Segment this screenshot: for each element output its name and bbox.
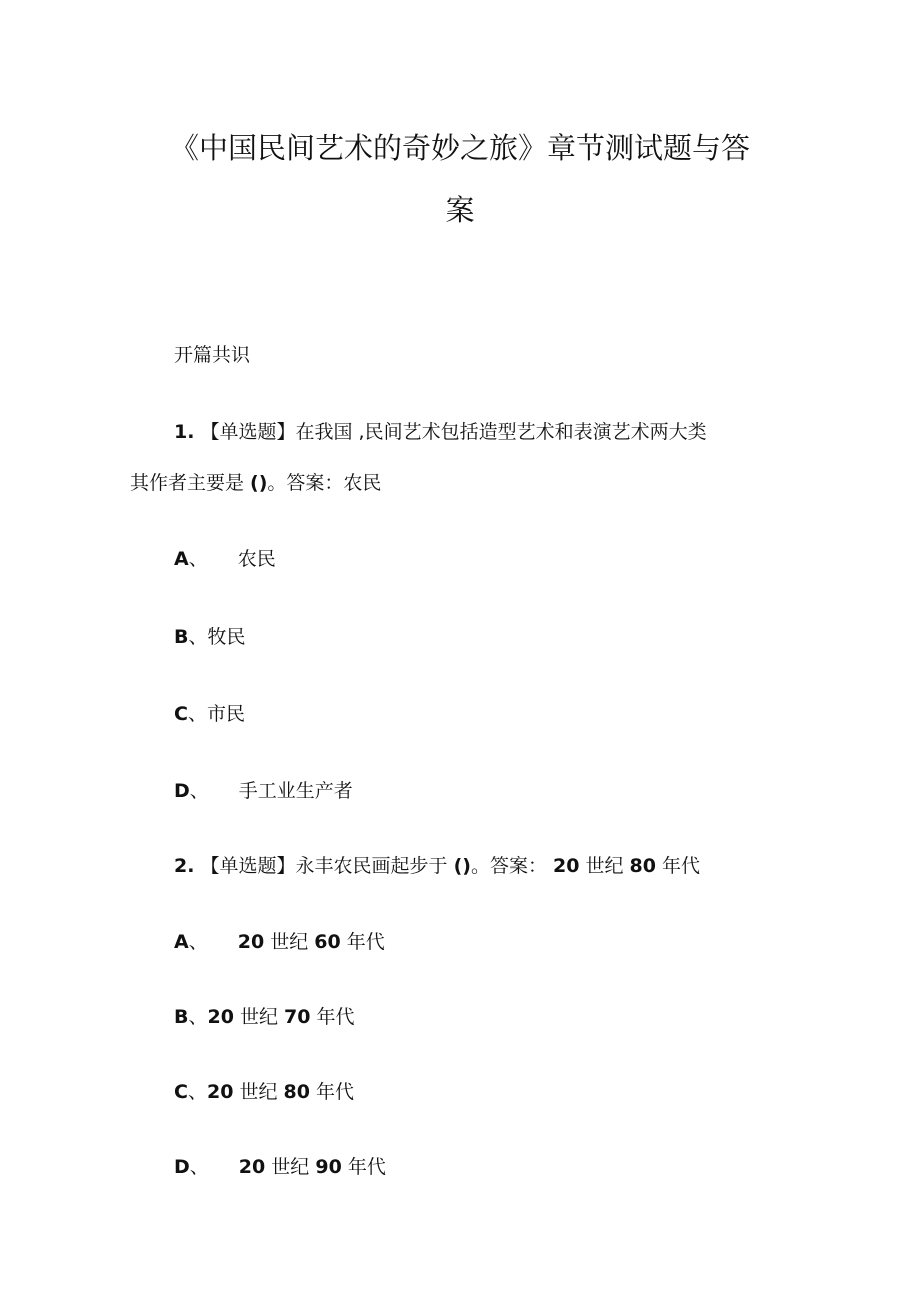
option-sep: 、 bbox=[189, 780, 209, 802]
option-sep: 、 bbox=[188, 1006, 208, 1028]
option-letter: B bbox=[174, 1006, 189, 1028]
option-sep: 、 bbox=[187, 703, 207, 725]
option-sep: 、 bbox=[188, 548, 208, 570]
question-2-line bbox=[174, 853, 700, 879]
question-2-answer-num2: 80 bbox=[629, 855, 656, 877]
option-letter: A bbox=[174, 548, 189, 570]
option-end: 年代 bbox=[310, 1006, 355, 1028]
question-2-paren: () bbox=[453, 855, 471, 877]
option-letter: A bbox=[174, 931, 189, 953]
option-letter: D bbox=[174, 1156, 190, 1178]
question-2-tag: 【单选题】 bbox=[200, 855, 296, 877]
q1-option-c bbox=[174, 701, 245, 727]
option-text: 手工业生产者 bbox=[238, 780, 353, 802]
question-1-number: 1. bbox=[174, 421, 195, 443]
option-sep: 、 bbox=[189, 1156, 209, 1178]
option-text: 市民 bbox=[206, 703, 245, 725]
option-num2: 60 bbox=[314, 931, 341, 953]
q2-option-b bbox=[174, 1004, 355, 1030]
option-letter: C bbox=[174, 703, 188, 725]
question-2-text: 永丰农民画起步于 bbox=[295, 855, 454, 877]
option-num1: 20 bbox=[238, 1156, 266, 1178]
question-2-answer-end: 年代 bbox=[656, 855, 701, 877]
q1-option-d bbox=[174, 778, 353, 804]
option-mid: 世纪 bbox=[233, 1006, 285, 1028]
option-letter: B bbox=[174, 626, 189, 648]
option-num1: 20 bbox=[206, 1081, 234, 1103]
option-sep: 、 bbox=[187, 1081, 207, 1103]
question-1-text-line1: 在我国 ,民间艺术包括造型艺术和表演艺术两大类 bbox=[295, 421, 707, 443]
question-2-answer-mid: 世纪 bbox=[579, 855, 630, 877]
q2-option-a bbox=[174, 929, 385, 955]
option-letter: D bbox=[174, 780, 190, 802]
option-sep: 、 bbox=[188, 626, 208, 648]
q1-option-b bbox=[174, 624, 246, 650]
doc-title-line1: 《中国民间艺术的奇妙之旅》章节测试题与答 bbox=[169, 131, 750, 165]
q2-option-d bbox=[174, 1154, 386, 1180]
option-num1: 20 bbox=[207, 1006, 234, 1028]
option-mid: 世纪 bbox=[233, 1081, 284, 1103]
question-1-answer: 。答案：农民 bbox=[267, 472, 382, 494]
q2-option-c bbox=[174, 1079, 354, 1105]
option-end: 年代 bbox=[341, 1156, 386, 1178]
section-heading: 开篇共识 bbox=[174, 344, 251, 366]
question-1-line1 bbox=[174, 419, 707, 445]
option-end: 年代 bbox=[340, 931, 385, 953]
option-num2: 70 bbox=[284, 1006, 311, 1028]
option-end: 年代 bbox=[309, 1081, 355, 1103]
option-sep: 、 bbox=[188, 931, 208, 953]
doc-title-line2: 案 bbox=[445, 193, 475, 227]
question-2-number: 2. bbox=[174, 855, 195, 877]
option-mid: 世纪 bbox=[264, 931, 315, 953]
option-letter: C bbox=[174, 1081, 188, 1103]
option-num1: 20 bbox=[237, 931, 265, 953]
question-1-text-line2a: 其作者主要是 bbox=[130, 472, 251, 494]
question-1-tag: 【单选题】 bbox=[200, 421, 296, 443]
q1-option-a bbox=[174, 546, 276, 572]
option-text: 牧民 bbox=[207, 626, 246, 648]
option-num2: 80 bbox=[283, 1081, 310, 1103]
question-2-answer-label: 。答案： bbox=[470, 855, 547, 877]
option-mid: 世纪 bbox=[265, 1156, 316, 1178]
option-text: 农民 bbox=[237, 548, 276, 570]
question-1-line2 bbox=[130, 470, 381, 496]
question-2-answer-num1: 20 bbox=[553, 855, 580, 877]
option-num2: 90 bbox=[315, 1156, 342, 1178]
question-1-paren: () bbox=[250, 472, 268, 494]
